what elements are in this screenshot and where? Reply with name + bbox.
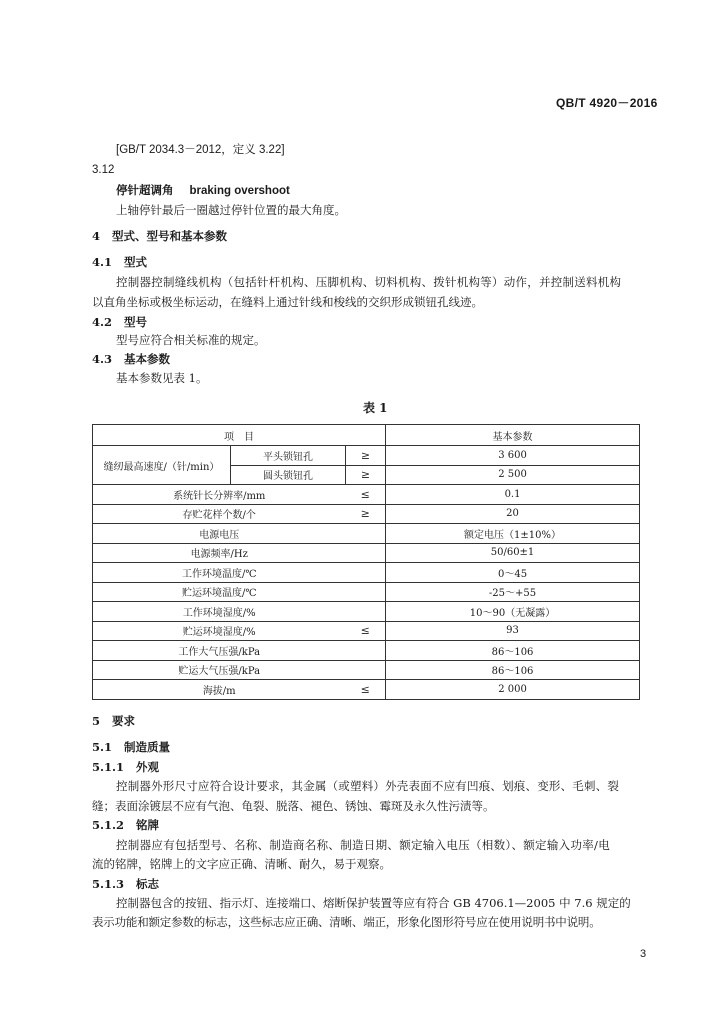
param-label: 工作大气压强/kPa <box>93 641 346 661</box>
limit-symbol: ≥ <box>346 446 386 466</box>
param-value: 2 500 <box>386 465 640 485</box>
param-value: 0.1 <box>386 485 640 505</box>
param-value: 2 000 <box>386 680 640 700</box>
section-4-2-heading <box>92 314 147 330</box>
param-label: 电源电压 <box>93 524 346 544</box>
basic-parameters-table <box>92 424 640 700</box>
standard-code: QB/T 4920－2016 <box>556 96 658 110</box>
section-5-heading <box>92 713 135 729</box>
table-row <box>93 621 640 641</box>
term-en: braking overshoot <box>189 185 290 197</box>
param-value: 86～106 <box>386 641 640 661</box>
section-title: 铭牌 <box>136 818 160 832</box>
param-label: 工作环境温度/℃ <box>93 563 346 583</box>
limit-symbol <box>346 543 386 563</box>
header-param: 基本参数 <box>386 425 640 446</box>
section-5-1-3-heading <box>92 876 159 892</box>
table-row <box>93 485 640 505</box>
param-label: 存贮花样个数/个 <box>93 504 346 524</box>
section-4-1-heading <box>92 254 147 270</box>
table-row <box>93 660 640 680</box>
paragraph-line: 流的铭牌，铭牌上的文字应正确、清晰、耐久，易于观察。 <box>92 857 391 871</box>
limit-symbol: ≥ <box>346 465 386 485</box>
paragraph-line: 表示功能和额定参数的标志，这些标志应正确、清晰、端正，形象化图形符号应在使用说明书中说明。 <box>92 915 601 929</box>
param-label: 海拔/m <box>93 680 346 700</box>
page-number: 3 <box>640 948 647 960</box>
section-number: 5.1.3 <box>92 877 125 891</box>
param-value: 3 600 <box>386 446 640 466</box>
section-number: 5 <box>92 714 101 728</box>
section-title: 型式、型号和基本参数 <box>112 229 228 243</box>
paragraph-line: 型号应符合相关标准的规定。 <box>116 333 266 347</box>
table-row <box>93 446 640 466</box>
limit-symbol <box>346 660 386 680</box>
param-value: 86～106 <box>386 660 640 680</box>
section-title: 型式 <box>124 255 148 269</box>
param-label: 贮运大气压强/kPa <box>93 660 346 680</box>
param-value: 额定电压（1±10%） <box>386 524 640 544</box>
section-title: 外观 <box>136 760 160 774</box>
section-title: 要求 <box>112 714 136 728</box>
table-row <box>93 582 640 602</box>
section-title: 型号 <box>124 315 148 329</box>
param-label: 系统针长分辨率/mm <box>93 485 346 505</box>
limit-symbol <box>346 641 386 661</box>
header-item: 项 目 <box>93 425 386 446</box>
section-number: 4.3 <box>92 352 113 366</box>
speed-label: 缝纫最高速度/（针/min） <box>93 446 231 485</box>
param-label: 贮运环境湿度/% <box>93 621 346 641</box>
section-number: 4 <box>92 229 101 243</box>
section-5-1-1-heading <box>92 759 159 775</box>
section-title: 基本参数 <box>124 352 171 366</box>
param-value: 0～45 <box>386 563 640 583</box>
param-label: 工作环境湿度/% <box>93 602 346 622</box>
section-4-3-heading <box>92 351 170 367</box>
section-number: 5.1 <box>92 740 113 754</box>
section-number: 4.2 <box>92 315 113 329</box>
param-value: 50/60±1 <box>386 543 640 563</box>
term-definition: 上轴停针最后一圈越过停针位置的最大角度。 <box>116 203 346 217</box>
term-zh: 停针超调角 <box>116 183 174 197</box>
param-label: 电源频率/Hz <box>93 543 346 563</box>
speed-sub-label: 圆头锁钮孔 <box>231 465 346 485</box>
section-number: 4.1 <box>92 255 113 269</box>
paragraph-line: 以直角坐标或极坐标运动，在缝料上通过针线和梭线的交织形成锁钮孔线迹。 <box>92 295 483 309</box>
param-value: -25～+55 <box>386 582 640 602</box>
speed-sub-label: 平头锁钮孔 <box>231 446 346 466</box>
section-title: 标志 <box>136 877 160 891</box>
limit-symbol <box>346 602 386 622</box>
paragraph-line: 控制器控制缝线机构（包括针杆机构、压脚机构、切料机构、拨针机构等）动作，并控制送料机构 <box>116 275 622 289</box>
paragraph-line: 控制器外形尺寸应符合设计要求，其金属（或塑料）外壳表面不应有凹痕、划痕、变形、毛刺、裂 <box>116 779 620 793</box>
section-title: 制造质量 <box>124 740 171 754</box>
limit-symbol <box>346 582 386 602</box>
limit-symbol <box>346 563 386 583</box>
section-5-1-heading <box>92 739 170 755</box>
table-header-row <box>93 425 640 446</box>
section-number: 5.1.2 <box>92 818 125 832</box>
paragraph-line: 控制器包含的按钮、指示灯、连接端口、熔断保护装置等应有符合 GB 4706.1—2005 中 7.6 规定的 <box>116 896 631 910</box>
table-row <box>93 602 640 622</box>
paragraph-line: 基本参数见表 1。 <box>116 371 208 385</box>
limit-symbol <box>346 524 386 544</box>
param-label: 贮运环境温度/℃ <box>93 582 346 602</box>
limit-symbol: ≥ <box>346 504 386 524</box>
section-number: 5.1.1 <box>92 760 125 774</box>
paragraph-line: 控制器应有包括型号、名称、制造商名称、制造日期、额定输入电压（相数）、额定输入功率/电 <box>116 838 611 852</box>
section-4-heading <box>92 228 227 244</box>
table-row <box>93 543 640 563</box>
limit-symbol: ≤ <box>346 485 386 505</box>
section-5-1-2-heading <box>92 817 159 833</box>
param-value: 93 <box>386 621 640 641</box>
table-row <box>93 504 640 524</box>
param-value: 10～90（无凝露） <box>386 602 640 622</box>
paragraph-line: 缝；表面涂镀层不应有气泡、龟裂、脱落、褪色、锈蚀、霉斑及永久性污渍等。 <box>92 799 495 813</box>
table-row <box>93 680 640 700</box>
table-row <box>93 641 640 661</box>
param-value: 20 <box>386 504 640 524</box>
table-caption: 表 1 <box>363 401 388 415</box>
limit-symbol: ≤ <box>346 621 386 641</box>
table-row <box>93 524 640 544</box>
table-row <box>93 563 640 583</box>
term-heading <box>116 182 290 199</box>
limit-symbol: ≤ <box>346 680 386 700</box>
term-number: 3.12 <box>92 164 115 176</box>
reference-source: [GB/T 2034.3－2012，定义 3.22] <box>116 144 285 156</box>
